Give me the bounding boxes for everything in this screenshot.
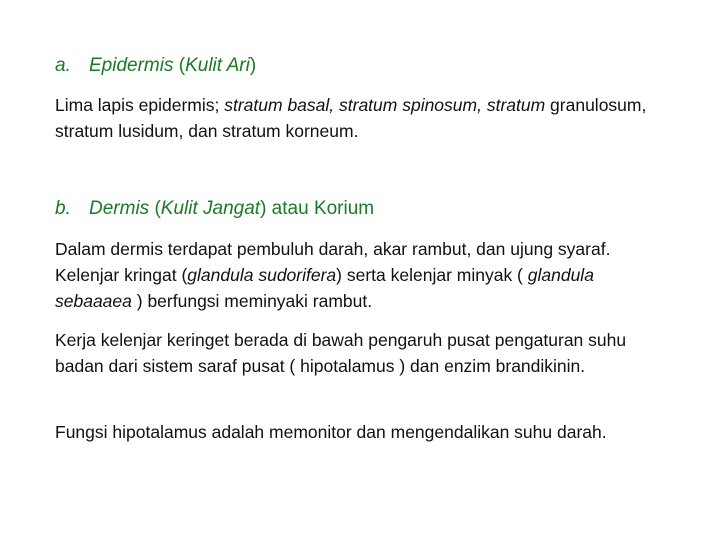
heading-dermis-paren-open: ( (149, 198, 161, 219)
heading-dermis-translation: Kulit Jangat (160, 198, 261, 219)
paragraph-dermis-contents (55, 236, 675, 314)
heading-epidermis (55, 55, 256, 77)
dermis-text-glandula-sebaaaea: glandula sebaaaea (55, 265, 594, 311)
dermis-text-1: Dalam dermis terdapat pembuluh darah, akar rambut, dan ujung syaraf. Kelenjar kringat ( (55, 239, 611, 285)
list-marker-b: b. (55, 198, 71, 219)
heading-dermis-rest: ) atau Korium (260, 198, 375, 219)
dermis-text-3: ) serta kelenjar minyak ( (336, 265, 528, 285)
heading-dermis (55, 198, 374, 220)
epidermis-text-layers-italic: stratum basal, stratum spinosum, stratum (224, 95, 546, 115)
paragraph-sweat-gland-regulation: Kerja kelenjar keringet berada di bawah pengaruh pusat pengaturan suhu badan dari sistem saraf pusat ( hipotalamus ) dan enzim brandikinin. (55, 330, 627, 376)
list-marker-a: a. (55, 55, 71, 76)
heading-dermis-term: Dermis (89, 198, 150, 219)
heading-epidermis-paren-close: ) (249, 55, 257, 76)
paragraph-epidermis-layers (55, 92, 675, 144)
dermis-text-5: ) berfungsi meminyaki rambut. (131, 291, 373, 311)
heading-epidermis-term: Epidermis (89, 55, 174, 76)
heading-epidermis-translation: Kulit Ari (185, 55, 250, 76)
epidermis-text-intro: Lima lapis epidermis; (55, 95, 225, 115)
epidermis-text-layers-rest: granulosum, stratum lusidum, dan stratum korneum. (55, 95, 647, 141)
paragraph-hypothalamus-function: Fungsi hipotalamus adalah memonitor dan mengendalikan suhu darah. (55, 422, 607, 442)
dermis-text-glandula-sudorifera: glandula sudorifera (187, 265, 337, 285)
heading-epidermis-paren-open: ( (173, 55, 186, 76)
